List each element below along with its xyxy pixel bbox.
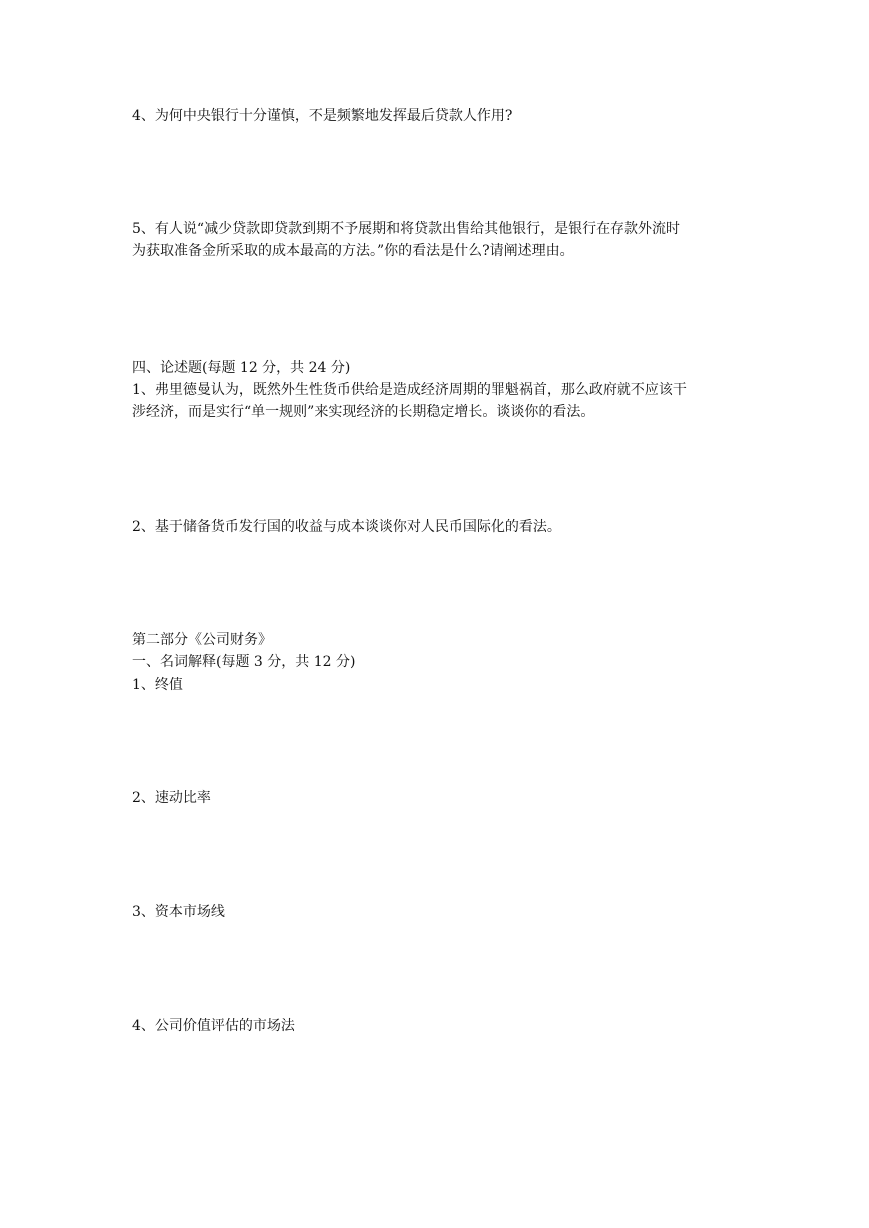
question-5-line-2: 为获取准备金所采取的成本最高的方法。”你的看法是什么?请阐述理由。 xyxy=(132,243,574,259)
question-4: 4、为何中央银行十分谨慎，不是频繁地发挥最后贷款人作用? xyxy=(132,108,513,124)
term-3: 3、资本市场线 xyxy=(132,904,225,920)
essay-question-1-line-1: 1、弗里德曼认为，既然外生性货币供给是造成经济周期的罪魁祸首，那么政府就不应该干 xyxy=(132,382,687,398)
term-1: 1、终值 xyxy=(132,677,183,693)
part-2-title: 第二部分《公司财务》 xyxy=(132,632,272,648)
essay-question-1 xyxy=(132,379,752,423)
essay-question-1-line-2: 涉经济，而是实行“单一规则”来实现经济的长期稳定增长。谈谈你的看法。 xyxy=(132,404,595,420)
question-5-line-1: 5、有人说“减少贷款即贷款到期不予展期和将贷款出售给其他银行，是银行在存款外流时 xyxy=(132,221,681,237)
terms-section-heading: 一、名词解释(每题 3 分，共 12 分) xyxy=(132,654,356,670)
term-2: 2、速动比率 xyxy=(132,790,211,806)
essay-question-2: 2、基于储备货币发行国的收益与成本谈谈你对人民币国际化的看法。 xyxy=(132,519,561,535)
term-4: 4、公司价值评估的市场法 xyxy=(132,1018,295,1034)
question-5 xyxy=(132,218,752,262)
essay-section-heading: 四、论述题(每题 12 分，共 24 分) xyxy=(132,360,351,376)
